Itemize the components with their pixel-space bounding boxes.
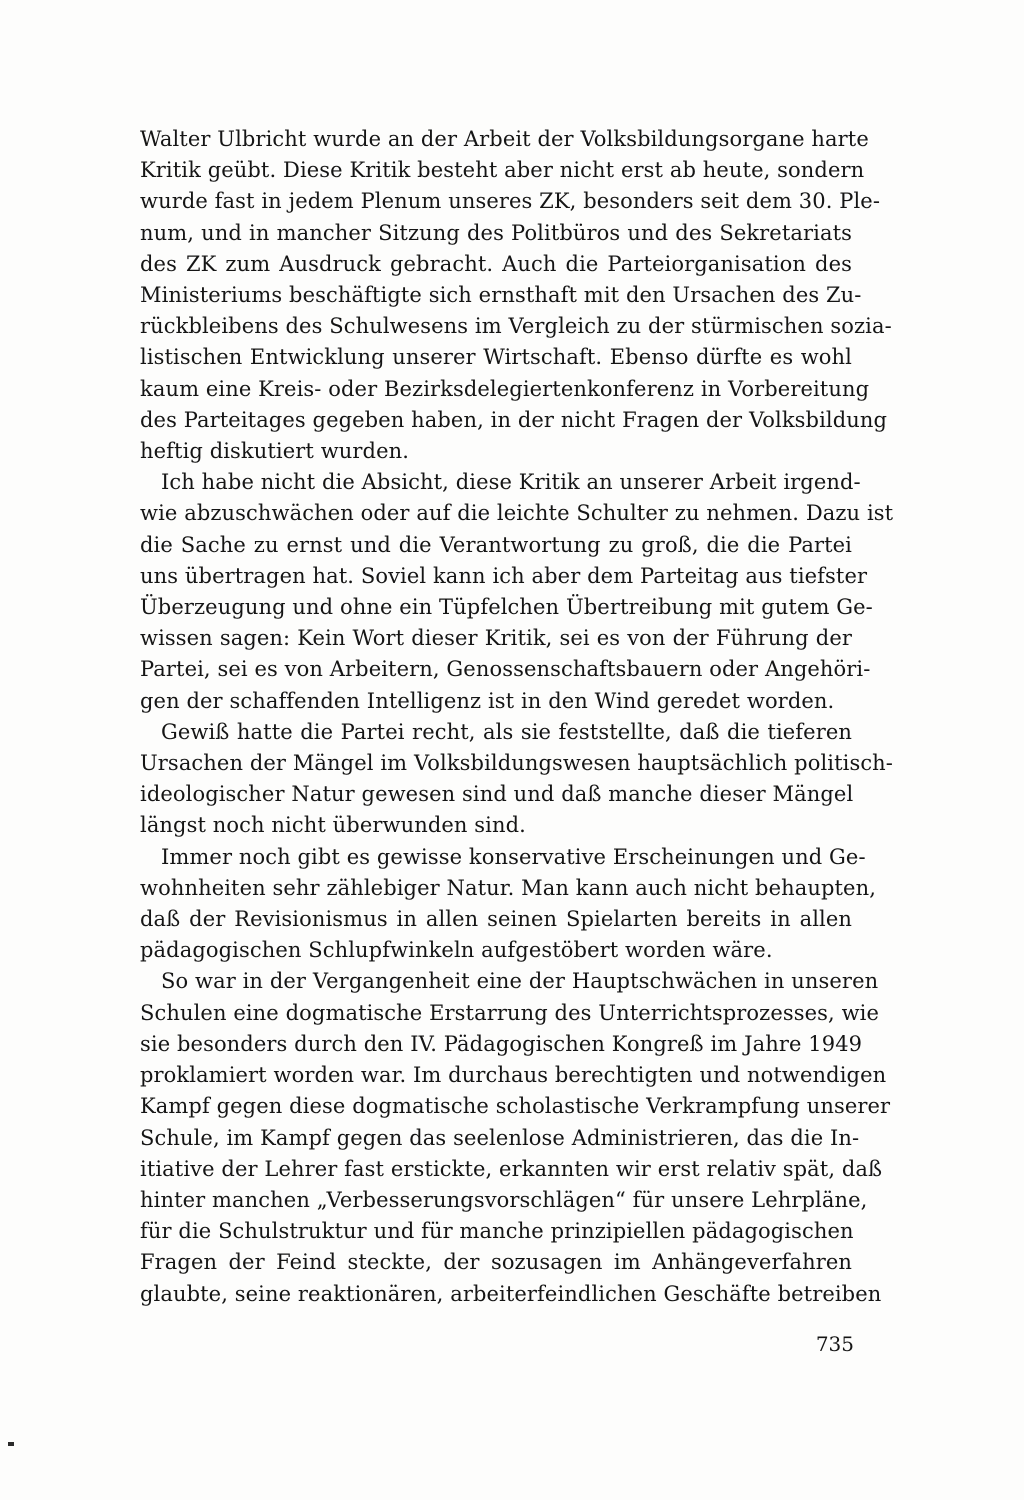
text-line: Schulen eine dogmatische Erstarrung des Unterrichtsprozesses, wie — [140, 1000, 879, 1025]
text-line: wie abzuschwächen oder auf die leichte Schulter zu nehmen. Dazu ist — [140, 501, 894, 526]
text-line: Gewiß hatte die Partei recht, als sie feststellte, daß die tieferen — [161, 719, 852, 744]
text-line: Ich habe nicht die Absicht, diese Kritik an unserer Arbeit irgend- — [161, 470, 861, 495]
text-line: die Sache zu ernst und die Verantwortung zu groß, die die Partei — [140, 532, 852, 557]
text-line: des Parteitages gegeben haben, in der nicht Fragen der Volksbildung — [140, 407, 888, 432]
text-line: Kampf gegen diese dogmatische scholastische Verkrampfung unserer — [140, 1094, 891, 1119]
text-line: glaubte, seine reaktionären, arbeiterfeindlichen Geschäfte betreiben — [140, 1281, 882, 1306]
text-line: Immer noch gibt es gewisse konservative Erscheinungen und Ge- — [161, 844, 866, 869]
text-line: listischen Entwicklung unserer Wirtschaft. Ebenso dürfte es wohl — [140, 345, 852, 370]
text-line: So war in der Vergangenheit eine der Hauptschwächen in unseren — [161, 969, 879, 994]
text-line: uns übertragen hat. Soviel kann ich aber dem Parteitag aus tiefster — [140, 563, 868, 588]
text-line: Ursachen der Mängel im Volksbildungswesen hauptsächlich politisch- — [140, 751, 894, 776]
text-line: Partei, sei es von Arbeitern, Genossenschaftsbauern oder Angehöri- — [140, 657, 871, 682]
text-line: Kritik geübt. Diese Kritik besteht aber nicht erst ab heute, sondern — [140, 158, 865, 183]
text-line: proklamiert worden war. Im durchaus berechtigten und notwendigen — [140, 1063, 887, 1088]
text-line: Schule, im Kampf gegen das seelenlose Administrieren, das die In- — [140, 1125, 860, 1150]
text-line: wissen sagen: Kein Wort dieser Kritik, sei es von der Führung der — [140, 626, 852, 651]
text-line: rückbleibens des Schulwesens im Vergleich zu der stürmischen sozia- — [140, 314, 892, 339]
paragraph — [140, 717, 894, 842]
paragraph — [140, 467, 894, 717]
text-line: Ministeriums beschäftigte sich ernsthaft mit den Ursachen des Zu- — [140, 283, 862, 308]
text-line: wohnheiten sehr zählebiger Natur. Man kann auch nicht behaupten, — [140, 875, 876, 900]
text-line: pädagogischen Schlupfwinkeln aufgestöbert worden wäre. — [140, 938, 773, 963]
paragraph — [140, 124, 892, 467]
paragraph — [140, 842, 876, 967]
text-line: itiative der Lehrer fast erstickte, erkannten wir erst relativ spät, daß — [140, 1156, 883, 1181]
text-line: des ZK zum Ausdruck gebracht. Auch die Parteiorganisation des — [140, 251, 852, 276]
paragraph — [140, 966, 891, 1309]
text-line: heftig diskutiert wurden. — [140, 439, 410, 464]
body-text — [140, 124, 894, 1310]
text-line: hinter manchen „Verbesserungsvorschlägen“ für unsere Lehrpläne, — [140, 1187, 868, 1212]
page-number: 735 — [815, 1332, 854, 1356]
text-line: kaum eine Kreis- oder Bezirksdelegiertenkonferenz in Vorbereitung — [140, 376, 870, 401]
text-line: sie besonders durch den IV. Pädagogischen Kongreß im Jahre 1949 — [140, 1031, 863, 1056]
scan-mark — [8, 1442, 14, 1446]
text-line: für die Schulstruktur und für manche prinzipiellen pädagogischen — [140, 1219, 854, 1244]
text-line: daß der Revisionismus in allen seinen Spielarten bereits in allen — [140, 907, 852, 932]
text-line: num, und in mancher Sitzung des Politbüros und des Sekretariats — [140, 220, 852, 245]
text-line: wurde fast in jedem Plenum unseres ZK, besonders seit dem 30. Ple- — [140, 189, 881, 214]
text-line: längst noch nicht überwunden sind. — [140, 813, 526, 838]
text-line: gen der schaffenden Intelligenz ist in den Wind geredet worden. — [140, 688, 835, 713]
text-line: Fragen der Feind steckte, der sozusagen im Anhängeverfahren — [140, 1250, 852, 1275]
text-line: ideologischer Natur gewesen sind und daß manche dieser Mängel — [140, 782, 854, 807]
text-line: Walter Ulbricht wurde an der Arbeit der Volksbildungsorgane harte — [140, 127, 869, 151]
text-line: Überzeugung und ohne ein Tüpfelchen Übertreibung mit gutem Ge- — [140, 595, 873, 620]
